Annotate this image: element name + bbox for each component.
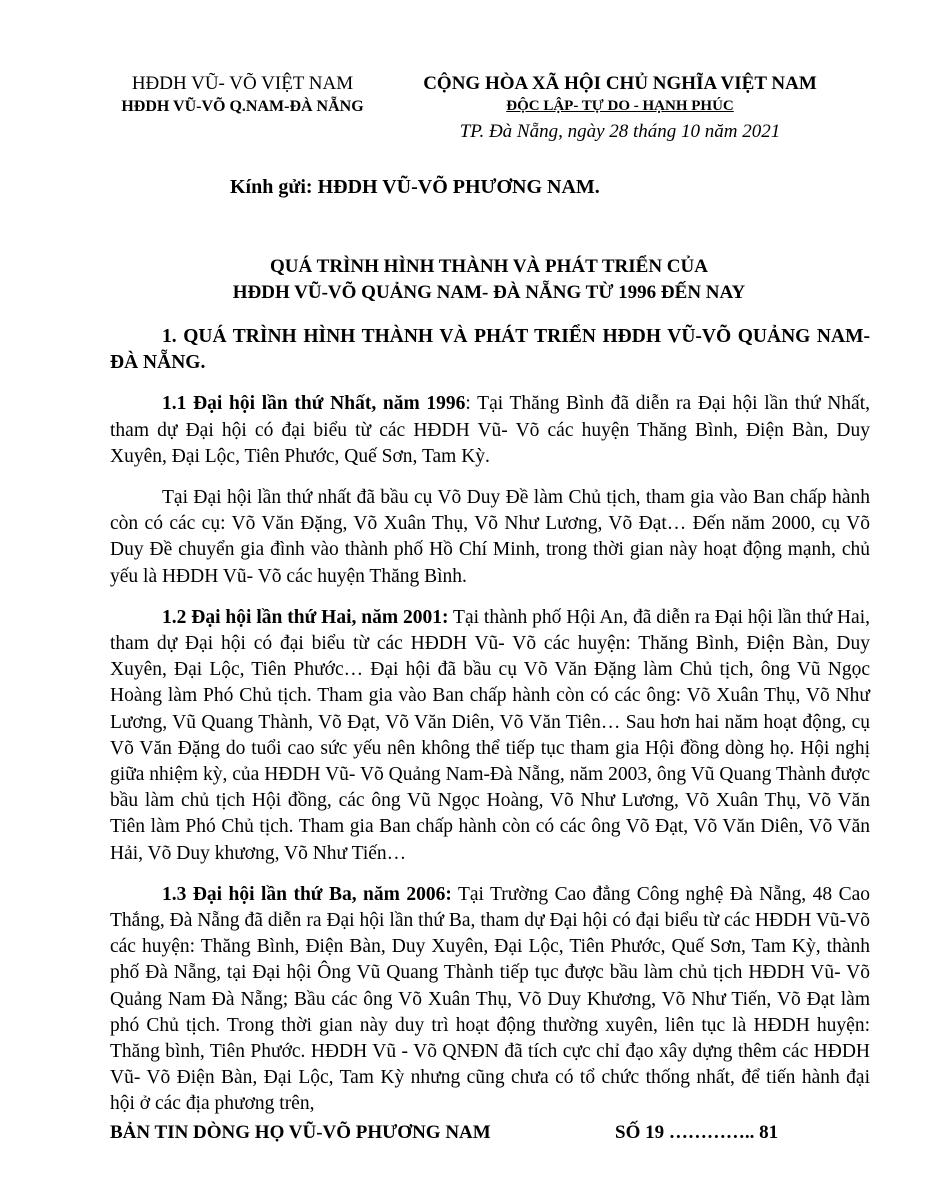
issuer-name: HĐDH VŨ- VÕ VIỆT NAM [131,73,354,94]
paragraph-text: Tại Trường Cao đẳng Công nghệ Đà Nẵng, 48 Cao Thắng, Đà Nẵng đã diễn ra Đại hội lần thứ Ba, tham dự Đại hội có đại biểu từ các HĐDH Vũ-Võ các huyện: Thăng Bình, Điện Bàn, Duy Xuyên, Đại Lộc, Tiên Phước, Quế Sơn, Tam Kỳ, thành phố Đà Nẵng, tại Đại hội Ông Vũ Quang Thành tiếp tục được bầu làm chủ tịch HĐDH Vũ- Võ Quảng Nam Đà Nẵng; Bầu các ông Võ Xuân Thụ, Võ Duy Khương, Võ Như Tiến, Võ Đạt làm phó Chủ tịch. Trong thời gian này duy trì hoạt động thường xuyên, liên tục là HĐDH huyện: Thăng bình, Tiên Phước. HĐDH Vũ - Võ QNĐN đã tích cực chỉ đạo xây dựng thêm các HĐDH Vũ- Võ Điện Bàn, Đại Lộc, Tam Kỳ nhưng cũng chưa có tổ chức thống nhất, để tiến hành đại hội ở các địa phương trên, [110,883,871,1115]
title-line-2: HĐDH VŨ-VÕ QUẢNG NAM- ĐÀ NẴNG TỪ 1996 ĐẾN NAY [232,282,746,303]
national-motto: ĐỘC LẬP- TỰ DO - HẠNH PHÚC [506,98,734,114]
national-title: CỘNG HÒA XÃ HỘI CHỦ NGHĨA VIỆT NAM [423,73,817,94]
paragraph-lead: 1.2 Đại hội lần thứ Hai, năm 2001: [162,606,449,628]
paragraph-1-1 [110,391,870,470]
paragraph-lead: 1.1 Đại hội lần thứ Nhất, năm 1996 [162,393,466,415]
issue-page-number: SỐ 19 ………….. 81 [615,1122,779,1143]
paragraph-text: : Tại Thăng Bình đã diễn ra Đại hội lần thứ Nhất, tham dự Đại hội có đại biểu từ các HĐDH Vũ- Võ các huyện Thăng Bình, Điện Bàn, Duy Xuyên, Đại Lộc, Tiên Phước, Quế Sơn, Tam Kỳ. [110,393,870,467]
paragraph-1-2 [110,605,870,867]
paragraph-lead: 1.3 Đại hội lần thứ Ba, năm 2006: [162,883,452,905]
recipient-line: Kính gửi: HĐDH VŨ-VÕ PHƯƠNG NAM. [230,176,600,198]
issuer-block [100,72,385,118]
paragraph-text: Tại Đại hội lần thứ nhất đã bầu cụ Võ Duy Đề làm Chủ tịch, tham gia vào Ban chấp hành còn có các cụ: Võ Văn Đặng, Võ Xuân Thụ, Võ Như Lương, Võ Đạt… Đến năm 2000, cụ Võ Duy Đề chuyển gia đình vào thành phố Hồ Chí Minh, trong thời gian này hoạt động mạnh, chủ yếu là HĐDH Vũ- Võ các huyện Thăng Bình. [110,487,870,587]
title-line-1: QUÁ TRÌNH HÌNH THÀNH VÀ PHÁT TRIỂN CỦA [270,256,708,277]
section-heading: 1. QUÁ TRÌNH HÌNH THÀNH VÀ PHÁT TRIỂN HĐDH VŨ-VÕ QUẢNG NAM-ĐÀ NẴNG. [110,326,870,374]
document-date: TP. Đà Nẵng, ngày 28 tháng 10 năm 2021 [459,121,781,142]
paragraph-1-1-cont [110,485,870,590]
newsletter-name: BẢN TIN DÒNG HỌ VŨ-VÕ PHƯƠNG NAM [110,1122,491,1143]
paragraph-1-3 [110,882,870,1118]
document-title [100,254,878,306]
national-header [400,72,840,145]
issuer-branch: HĐDH VŨ-VÕ Q.NAM-ĐÀ NẴNG [121,98,364,115]
document-body [110,324,870,1133]
paragraph-text: Tại thành phố Hội An, đã diễn ra Đại hội lần thứ Hai, tham dự Đại hội có đại biểu từ các HĐDH Vũ- Võ các huyện: Thăng Bình, Điện Bàn, Duy Xuyên, Đại Lộc, Tiên Phước… Đại hội đã bầu cụ Võ Văn Đặng làm Chủ tịch, ông Vũ Ngọc Hoàng làm Phó Chủ tịch. Tham gia vào Ban chấp hành còn có các ông: Võ Xuân Thụ, Võ Như Lương, Vũ Quang Thành, Võ Đạt, Võ Văn Diên, Võ Văn Tiên… Sau hơn hai năm hoạt động, cụ Võ Văn Đặng do tuổi cao sức yếu nên không thể tiếp tục tham gia Hội đồng dòng họ. Hội nghị giữa nhiệm kỳ, của HĐDH Vũ- Võ Quảng Nam-Đà Nẵng, năm 2003, ông Vũ Quang Thành được bầu làm chủ tịch Hội đồng, các ông Vũ Ngọc Hoàng, Võ Như Lương, Võ Xuân Thụ, Võ Văn Tiên làm Phó Chủ tịch. Tham gia Ban chấp hành còn có các ông Võ Đạt, Võ Văn Diên, Võ Văn Hải, Võ Duy khương, Võ Như Tiến… [110,606,871,864]
